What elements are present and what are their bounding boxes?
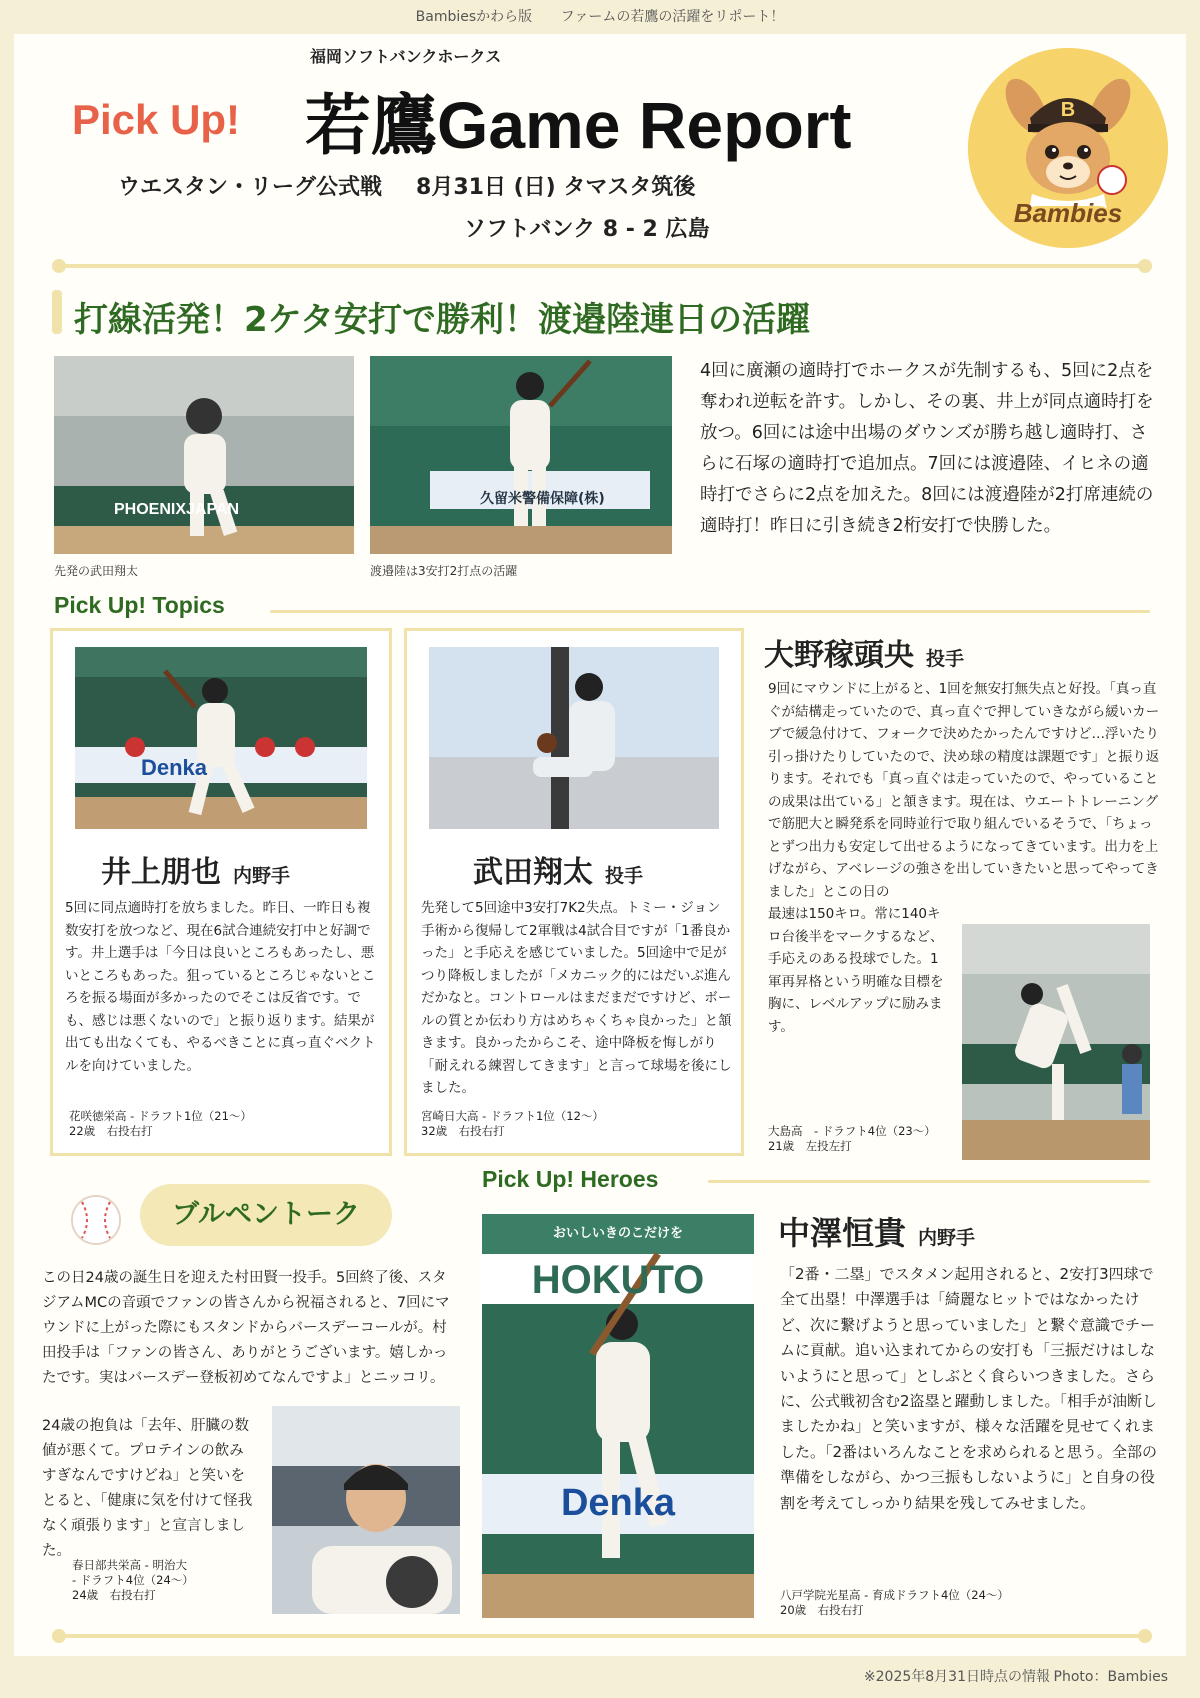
photo-credit: Photo：Bambies	[1053, 1669, 1168, 1685]
page-title: 若鷹Game Report	[305, 88, 852, 162]
edition-label: Bambiesかわら版	[415, 9, 533, 25]
photo-nakazawa	[482, 1214, 754, 1618]
player-profile: 八戸学院光星高 - 育成ドラフト4位（24～） 20歳 右投右打	[780, 1588, 1009, 1617]
player-profile: 宮崎日大高 - ドラフト1位（12～） 32歳 右投右打	[421, 1109, 604, 1138]
player-name-text: 井上朋也	[101, 855, 221, 890]
headline-bar	[52, 290, 62, 334]
logo-text: Bambies	[1013, 198, 1123, 228]
player-position: 投手	[605, 865, 644, 887]
photo-batter-watanabe	[370, 356, 672, 554]
player-name-text: 中澤恒貴	[778, 1214, 907, 1252]
pickup-label: Pick Up!	[72, 96, 241, 143]
divider-dot	[52, 1629, 66, 1643]
footer	[0, 1656, 1200, 1698]
headline: 打線活発！2ケタ安打で勝利！渡邉陸連日の活躍	[74, 300, 810, 340]
photo-ohno	[962, 924, 1150, 1160]
topics-title: Pick Up! Topics	[54, 592, 225, 618]
divider	[58, 1634, 1148, 1638]
topic-text: 9回にマウンドに上がると、1回を無安打無失点と好投。「真っ直ぐが結構走っていたので、真っ直ぐで押していきながら緩いカーブで緩急付けて、フォークで決めたかったんですけど…浮いたり引っ掛けたりしていたので、決め球の精度は課題です」と振り返ります。それでも「真っ直ぐは走っていたので、やっていることの成果は出ている」と頷きます。現在は、ウエートトレーニングで筋肥大と瞬発系を同時並行で取り組んでいるそうで、「ちょっとずつ出力も安定して出せるようになってきています。出力を上げながら、アベレージの強さを出していきたいと思ってやってきました」とこの日の	[768, 681, 1160, 900]
player-name	[764, 630, 964, 674]
player-name-text: 大野稼頭央	[764, 638, 914, 673]
game-score: ソフトバンク 8 - 2 広島	[464, 217, 710, 242]
player-profile: 春日部共栄高 - 明治大 - ドラフト4位（24～） 24歳 右投右打	[72, 1558, 194, 1602]
bullpen-text-side: 24歳の抱負は「去年、肝臓の数値が悪くて。プロテインの飲みすぎなんですけどね」と笑いをとると、「健康に気を付けて怪我なく頑張ります」と宣言しました。	[42, 1418, 253, 1559]
topic-text: 先発して5回途中3安打7K2失点。トミー・ジョン手術から復帰して2軍戦は4試合目ですが「1番良かった」と手応えを感じていました。5回途中で足がつり降板しましたが「メカニック的にはだいぶ進んだかなと。コントロールはまだまだですけど、ボールの質とか伝わり方はめちゃくちゃ良かった」と頷きます。良かったからこそ、途中降板を悔しがり「耐えれる練習してきます」と言って球場を後にしました。	[421, 900, 732, 1096]
heroes-text: 「2番・二塁」でスタメン起用されると、2安打3四球で全て出塁！中澤選手は「綺麗なヒットではなかったけど、次に繋げようと思っていました」と繋ぐ意識でチームに貢献。追い込まれてからの安打も「三振だけはしないようにと思って」としぶとく食らいつきました。さらに、公式戦初含む2盗塁と躍動しました。「相手が油断しましたかね」と笑いますが、様々な活躍を見せてくれました。「2番はいろんなことを求められると思う。全部の準備をしながら、かつ三振もしないように」と自身の役割を考えてしっかり結果を残してみせました。	[780, 1265, 1158, 1512]
topic-card-inoue	[50, 628, 392, 1156]
player-position: 投手	[926, 648, 965, 670]
player-name	[473, 847, 643, 891]
tagline: ファームの若鷹の活躍をリポート！	[560, 9, 785, 25]
game-info	[118, 170, 695, 201]
ad-banner: HOKUTO	[531, 1258, 705, 1302]
topic-text-side: 最速は150キロ。常に140キロ台後半をマークするなど、手応えのある投球でした。1軍再昇格という明確な目標を胸に、レベルアップに励みます。	[768, 906, 944, 1035]
top-band	[0, 0, 1200, 34]
footer-note: ※2025年8月31日時点の情報	[863, 1669, 1050, 1685]
baseball-icon	[70, 1194, 122, 1246]
photo-caption: 先発の武田翔太	[54, 564, 139, 578]
player-profile: 花咲徳栄高 - ドラフト1位（21～） 22歳 右投右打	[69, 1109, 252, 1138]
divider-dot	[1138, 1629, 1152, 1643]
ad-banner: PHOENIXJAPAN	[114, 501, 240, 518]
heroes-title: Pick Up! Heroes	[482, 1166, 659, 1192]
league-label: ウエスタン・リーグ公式戦	[118, 175, 383, 200]
bullpen-talk-title: ブルペントーク	[140, 1184, 392, 1246]
photo-caption: 渡邉陸は3安打2打点の活躍	[370, 564, 518, 578]
bullpen-text: この日24歳の誕生日を迎えた村田賢一投手。5回終了後、スタジアムMCの音頭でファンの皆さんから祝福されると、7回にマウンドに上がった際にもスタンドからバースデーコールが。村田投手は「ファンの皆さん、ありがとうございます。嬉しかったです。実はバースデー登板初めてなんですよ」とニッコリ。	[42, 1270, 450, 1386]
divider-dot	[52, 259, 66, 273]
svg-text:B: B	[1060, 99, 1076, 121]
player-name-text: 武田翔太	[473, 855, 593, 890]
photo-pitcher-takeda	[54, 356, 354, 554]
player-position: 内野手	[233, 865, 291, 887]
ad-banner: Denka	[560, 1482, 676, 1524]
bambies-logo	[968, 48, 1168, 248]
ad-banner: Denka	[141, 755, 208, 780]
divider	[270, 610, 1150, 613]
photo-inoue	[75, 647, 367, 829]
date-venue: 8月31日 (日) タマスタ筑後	[416, 175, 696, 200]
player-name	[101, 847, 290, 891]
topic-card-takeda	[404, 628, 744, 1156]
photo-takeda	[429, 647, 719, 829]
ad-banner: 久留米警備保障(株)	[480, 491, 605, 507]
player-name	[778, 1208, 975, 1254]
team-name: 福岡ソフトバンクホークス	[310, 47, 502, 66]
photo-murata	[272, 1406, 460, 1614]
divider	[708, 1180, 1150, 1183]
main-story: 4回に廣瀬の適時打でホークスが先制するも、5回に2点を奪われ逆転を許す。しかし、その裏、井上が同点適時打を放つ。6回には途中出場のダウンズが勝ち越し適時打、さらに石塚の適時打で追加点。7回には渡邉陸、イヒネの適時打でさらに2点を加えた。8回には渡邉陸が2打席連続の適時打！昨日に引き続き2桁安打で快勝した。	[700, 361, 1154, 536]
topic-text: 5回に同点適時打を放ちました。昨日、一昨日も複数安打を放つなど、現在6試合連続安打中と好調です。井上選手は「今日は良いところもあったし、悪いところもあった。狙っているところじゃないところを振る場面が多かったのでそこは反省です。でも、感じは悪くないので」と振り返ります。結果が出ても出なくても、やるべきことに真っ直ぐベクトルを向けていました。	[65, 900, 376, 1074]
divider-dot	[1138, 259, 1152, 273]
player-position: 内野手	[918, 1227, 976, 1249]
divider	[58, 264, 1148, 268]
player-profile: 大島高 - ドラフト4位（23～） 21歳 左投左打	[768, 1124, 936, 1153]
ad-banner: おいしいきのこだけを	[552, 1226, 683, 1241]
